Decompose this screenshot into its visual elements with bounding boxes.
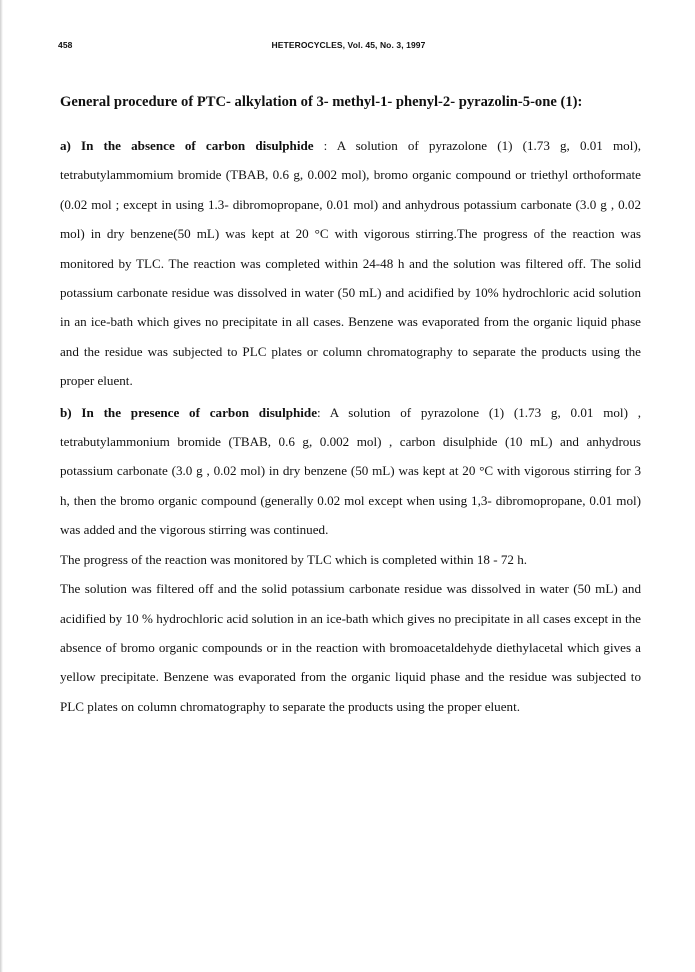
journal-citation: HETEROCYCLES, Vol. 45, No. 3, 1997 [271,40,426,50]
running-head [58,40,639,54]
part-a-text: : A solution of pyrazolone (1) (1.73 g, 0.01 mol), tetrabutylammomium bromide (TBAB, 0.6 g, 0.002 mol), bromo organic compound or triethyl orthoformate (0.02 mol ; except in using 1.3- dibromopropane, 0.01 mol) and anhydrous potassium carbonate (3.0 g , 0.02 mol) in dry benzene(50 mL) was kept at 20 °C with vigorous stirring.The progress of the reaction was monitored by TLC. The reaction was completed within 24-48 h and the solution was filtered off. The solid potassium carbonate residue was dissolved in water (50 mL) and acidified by 10% hydrochloric acid solution in an ice-bath which gives no precipitate in all cases. Benzene was evaporated from the organic liquid phase and the residue was subjected to PLC plates or column chromatography to separate the products using the proper eluent. [60,138,641,389]
paragraph-progress: The progress of the reaction was monitored by TLC which is completed within 18 - 72 h. [60,551,528,567]
paragraph-part-a [60,131,641,396]
paragraph-part-b [60,398,641,545]
article-body [60,93,641,721]
section-heading: General procedure of PTC- alkylation of 3- methyl-1- phenyl-2- pyrazolin-5-one (1): [60,94,583,110]
page-number: 458 [58,40,73,50]
paragraph-workup: The solution was filtered off and the solid potassium carbonate residue was dissolved in water (50 mL) and acidified by 10 % hydrochloric acid solution in an ice-bath which gives no precipitate in all cases except in the absence of bromo organic compounds or in the reaction with bromoacetaldehyde diethylacetal which gives a yellow precipitate. Benzene was evaporated from the organic liquid phase and the residue was subjected to PLC plates on column chromatography to separate the products using the proper eluent. [60,581,641,714]
part-b-text: : A solution of pyrazolone (1) (1.73 g, 0.01 mol) , tetrabutylammonium bromide (TBAB, 0.6 g, 0.002 mol) , carbon disulphide (10 mL) and anhydrous potassium carbonate (3.0 g , 0.02 mol) in dry benzene (50 mL) was kept at 20 °C with vigorous stirring for 3 h, then the bromo organic compound (generally 0.02 mol except when using 1,3- dibromopropane, 0.01 mol) was added and the vigorous stirring was continued. [60,404,641,538]
page-edge [0,0,3,972]
part-b-label: b) In the presence of carbon disulphide [60,404,318,420]
part-a-label: a) In the absence of carbon disulphide [60,138,314,153]
